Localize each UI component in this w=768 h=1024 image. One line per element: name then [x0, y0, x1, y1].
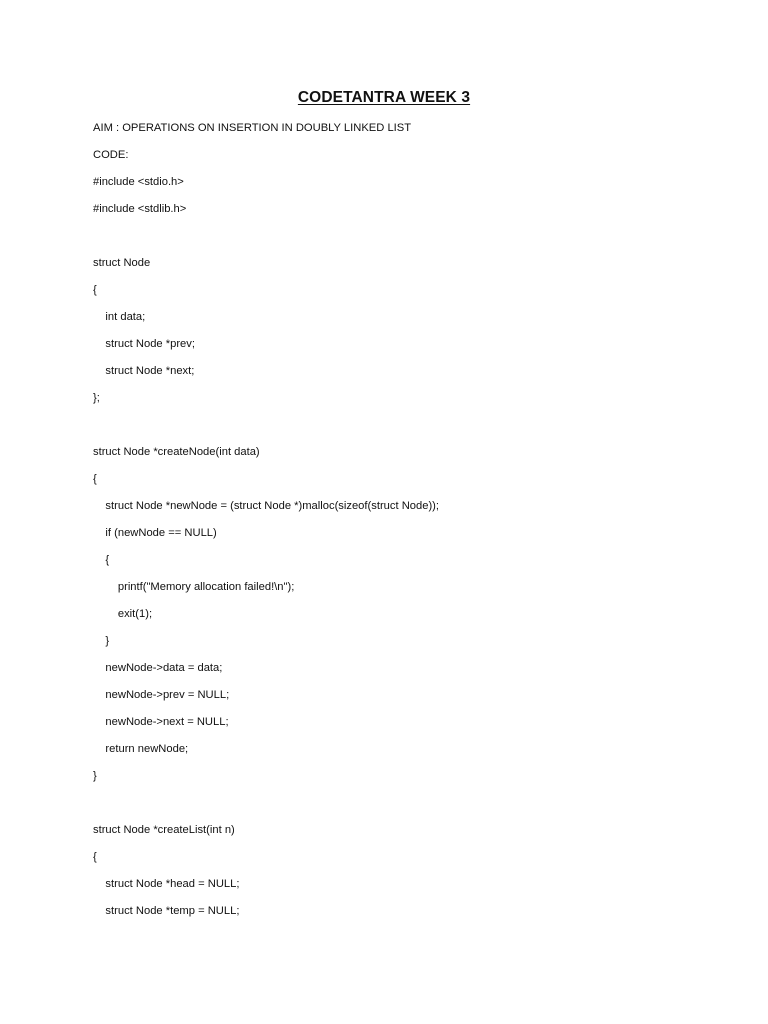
- code-line: struct Node *head = NULL;: [93, 878, 240, 890]
- code-line: if (newNode == NULL): [93, 527, 217, 539]
- code-line: newNode->prev = NULL;: [93, 689, 230, 701]
- code-line: int data;: [93, 311, 146, 323]
- code-line: }: [93, 770, 97, 782]
- code-line: struct Node *next;: [93, 365, 195, 377]
- code-label: CODE:: [93, 149, 129, 161]
- code-line: struct Node *prev;: [93, 338, 195, 350]
- code-line: {: [93, 851, 97, 863]
- code-line: }: [93, 635, 110, 647]
- code-line: {: [93, 554, 110, 566]
- code-line: struct Node *newNode = (struct Node *)malloc(sizeof(struct Node));: [93, 500, 440, 512]
- code-line: };: [93, 392, 100, 404]
- code-line: struct Node *createNode(int data): [93, 446, 260, 458]
- code-line: struct Node: [93, 257, 151, 269]
- code-line: return newNode;: [93, 743, 189, 755]
- code-line: #include <stdio.h>: [93, 176, 184, 188]
- code-line: {: [93, 284, 97, 296]
- code-line: newNode->data = data;: [93, 662, 223, 674]
- code-line: exit(1);: [93, 608, 153, 620]
- code-line: #include <stdlib.h>: [93, 203, 187, 215]
- code-line: struct Node *temp = NULL;: [93, 905, 240, 917]
- code-line: struct Node *createList(int n): [93, 824, 235, 836]
- code-line: printf("Memory allocation failed!\n");: [93, 581, 295, 593]
- document-title: CODETANTRA WEEK 3: [297, 89, 471, 106]
- code-line: {: [93, 473, 97, 485]
- aim-text: AIM : OPERATIONS ON INSERTION IN DOUBLY LINKED LIST: [93, 122, 412, 134]
- code-line: newNode->next = NULL;: [93, 716, 229, 728]
